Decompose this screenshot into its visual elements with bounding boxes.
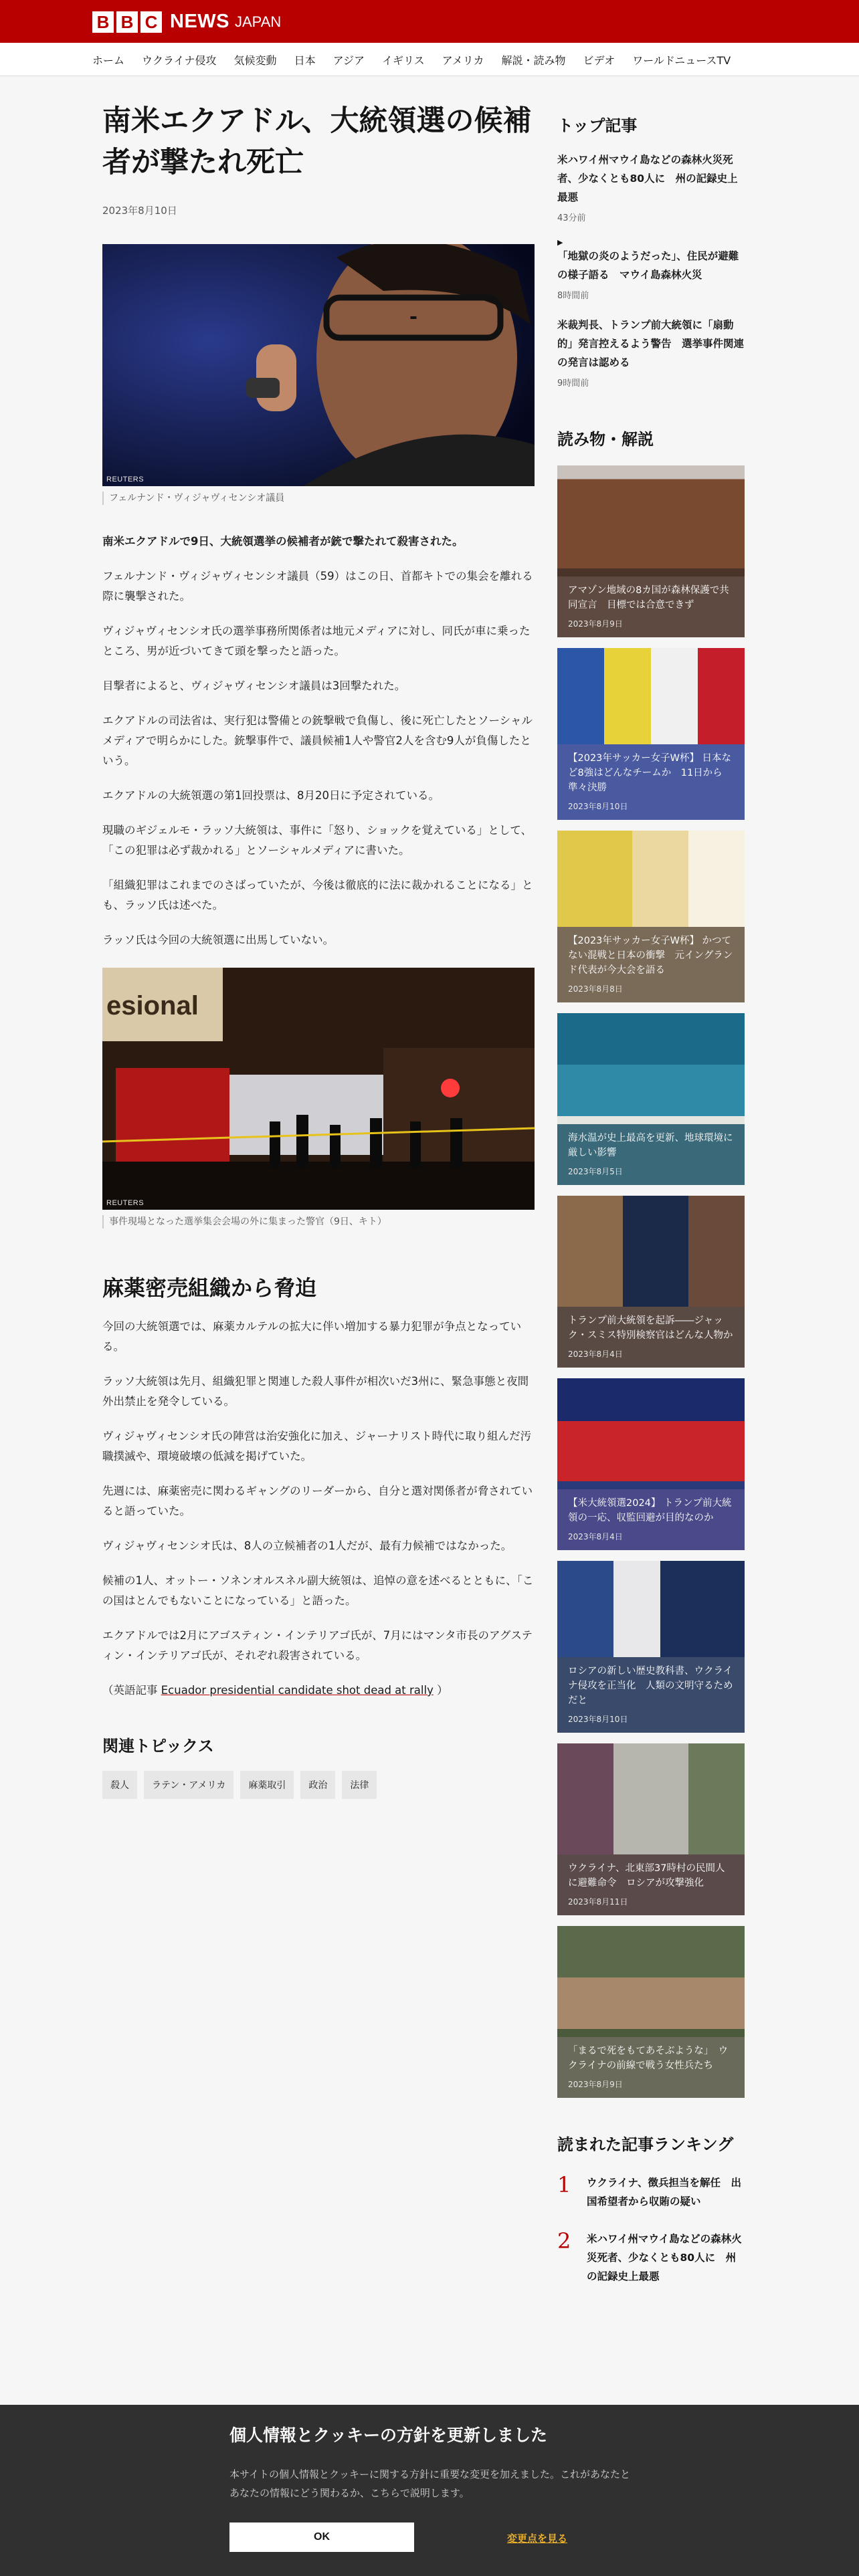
article-paragraph: エクアドルでは2月にアゴスティン・インテリアゴ氏が、7月にはマンタ市長のアグスティン・インテリアゴ氏が、それぞれ殺害されている。 — [102, 1629, 533, 1662]
sidebar — [557, 112, 745, 2286]
top-story-title: 「地獄の炎のようだった」、住民が避難の様子語る マウイ島森林火災 — [557, 250, 739, 281]
feature-card-title: 「まるで死をもてあそぶような」 ウクライナの前線で戦う女性兵たち — [568, 2046, 729, 2071]
rank-title: ウクライナ、徴兵担当を解任 出国希望者から収賄の疑い — [587, 2177, 741, 2208]
article-paragraph: ヴィジャヴィセンシオ氏の選挙事務所関係者は地元メディアに対し、同氏が車に乗ったところ、男が近づいてきて頭を撃ったと語った。 — [102, 625, 531, 657]
feature-card-date: 2023年8月5日 — [568, 1167, 623, 1176]
feature-card-title: 【2023年サッカー女子W杯】 日本など8強はどんなチームか 11日から準々決勝 — [568, 753, 732, 793]
related-topics-title: 関連トピックス — [102, 1737, 214, 1755]
hero-image — [102, 244, 535, 486]
article-paragraph: 「組織犯罪はこれまでのさばっていたが、今後は徹底的に法に裁かれることになる」とも、ラッソ氏は述べた。 — [102, 879, 533, 911]
nav-item-world-news-tv[interactable]: ワールドニュースTV — [632, 54, 731, 67]
feature-card-title: トランプ前大統領を起訴――ジャック・スミス特別検察官はどんな人物か — [568, 1315, 733, 1341]
feature-card[interactable] — [557, 831, 745, 1002]
article-date: 2023年8月10日 — [102, 205, 177, 217]
nav-item-ukraine[interactable]: ウクライナ侵攻 — [142, 54, 217, 67]
top-story-time: 9時間前 — [557, 379, 589, 389]
scene-caption: 事件現場となった選挙集会会場の外に集まった警官（9日、キト） — [102, 1215, 535, 1228]
topic-tag[interactable]: 法律 — [342, 1771, 377, 1799]
nav-item-us[interactable]: アメリカ — [442, 54, 484, 67]
nav-item-uk[interactable]: イギリス — [381, 54, 425, 67]
logo-edition: JAPAN — [235, 13, 282, 30]
article-body-b — [102, 1317, 535, 1701]
feature-card-date: 2023年8月8日 — [568, 984, 623, 994]
nav-item-climate[interactable]: 気候変動 — [233, 54, 277, 67]
feature-card-title: ウクライナ、北東部37時村の民間人に避難命令 ロシアが攻撃強化 — [568, 1863, 725, 1889]
nav-item-features[interactable]: 解説・読み物 — [501, 54, 566, 67]
article-paragraph: 目撃者によると、ヴィジャヴィセンシオ議員は3回撃たれた。 — [102, 679, 406, 692]
feature-card-title: 【2023年サッカー女子W杯】 かつてない混戦と日本の衝撃 元イングランド代表が今大会を語る — [568, 936, 733, 976]
article-subhead: 麻薬密売組織から脅迫 — [102, 1275, 317, 1301]
english-prefix: （英語記事 — [102, 1684, 158, 1697]
feature-card[interactable] — [557, 1743, 745, 1915]
english-source-line — [102, 1681, 535, 1701]
cookie-text: 本サイトの個人情報とクッキーに関する方針に重要な変更を加えました。これがあなたとあなたの情報にどう関わるか、こちらで説明します。 — [229, 2468, 630, 2499]
logo-news: NEWS — [170, 11, 229, 32]
english-suffix: ） — [437, 1684, 448, 1697]
feature-card-title: アマゾン地域の8カ国が森林保護で共同宣言 目標では合意できず — [568, 585, 729, 611]
rank-number: 1 — [557, 2172, 571, 2197]
bbc-news-japan-logo[interactable] — [92, 11, 281, 33]
top-stories-title: トップ記事 — [557, 116, 638, 135]
scene-photo-illustration — [102, 968, 535, 1210]
nav-item-home[interactable]: ホーム — [92, 54, 125, 67]
nav-item-japan[interactable]: 日本 — [294, 54, 316, 67]
article-paragraph: エクアドルの大統領選の第1回投票は、8月20日に予定されている。 — [102, 789, 440, 802]
nav-item-video[interactable]: ビデオ — [583, 54, 615, 67]
article-paragraph: 今回の大統領選では、麻薬カルテルの拡大に伴い増加する暴力犯罪が争点となっている。 — [102, 1320, 522, 1353]
svg-text:esional: esional — [106, 991, 199, 1021]
article-body-a — [102, 532, 535, 950]
top-story-item[interactable] — [557, 150, 745, 223]
related-topics — [102, 1771, 535, 1799]
article-paragraph: ヴィジャヴィセンシオ氏の陣営は治安強化に加え、ジャーナリスト時代に取り組んだ汚職撲滅や、環境破壊の低減を掲げていた。 — [102, 1430, 532, 1463]
cookie-more-link[interactable]: 変更点を見る — [507, 2533, 568, 2545]
feature-card[interactable] — [557, 1926, 745, 2098]
top-story-time: 43分前 — [557, 213, 586, 223]
feature-card-date: 2023年8月4日 — [568, 1532, 623, 1541]
top-story-item[interactable] — [557, 316, 745, 389]
article-paragraph: フェルナンド・ヴィジャヴィセンシオ議員（59）はこの日、首都キトでの集会を離れる際に襲撃された。 — [102, 570, 533, 603]
most-read-item[interactable] — [557, 2173, 745, 2211]
top-story-item[interactable] — [557, 238, 745, 301]
most-read-item[interactable] — [557, 2230, 745, 2286]
top-story-time: 8時間前 — [557, 291, 589, 301]
feature-card-date: 2023年8月10日 — [568, 1715, 628, 1724]
article-headline: 南米エクアドル、大統領選の候補者が撃たれ死亡 — [102, 104, 532, 179]
article-paragraph: ラッソ氏は今回の大統領選に出馬していない。 — [102, 934, 335, 946]
scene-image — [102, 968, 535, 1210]
top-story-title: 米裁判長、トランプ前大統領に「扇動的」発言控えるよう警告 選挙事件関連の発言は認める — [557, 319, 745, 368]
feature-card-date: 2023年8月4日 — [568, 1350, 623, 1359]
feature-card[interactable] — [557, 1196, 745, 1368]
feature-card-date: 2023年8月9日 — [568, 619, 623, 629]
feature-card-date: 2023年8月9日 — [568, 2080, 623, 2089]
logo-letter-c: C — [140, 11, 162, 33]
article-paragraph: ラッソ大統領は先月、組織犯罪と関連した殺人事件が相次いだ3州に、緊急事態と夜間外出禁止を発令している。 — [102, 1375, 529, 1408]
topic-tag[interactable]: 殺人 — [102, 1771, 137, 1799]
rank-title: 米ハワイ州マウイ島などの森林火災死者、少なくとも80人に 州の記録史上最悪 — [587, 2233, 742, 2282]
main-nav — [0, 43, 859, 76]
cookie-banner — [0, 2405, 859, 2576]
feature-card[interactable] — [557, 465, 745, 637]
feature-cards — [557, 465, 745, 2098]
topic-tag[interactable]: 政治 — [300, 1771, 335, 1799]
english-article-link[interactable]: Ecuador presidential candidate shot dead at rally — [161, 1684, 434, 1697]
article-paragraph: 先週には、麻薬密売に関わるギャングのリーダーから、自分と選対関係者が脅されていると語っていた。 — [102, 1485, 533, 1517]
feature-card[interactable] — [557, 1378, 745, 1550]
masthead — [0, 0, 859, 43]
feature-card-date: 2023年8月11日 — [568, 1897, 628, 1907]
nav-item-asia[interactable]: アジア — [332, 54, 365, 67]
topic-tag[interactable]: 麻薬取引 — [240, 1771, 294, 1799]
hero-caption: フェルナンド・ヴィジャヴィセンシオ議員 — [102, 492, 535, 505]
logo-letter-b1: B — [92, 11, 114, 33]
hero-credit: REUTERS — [106, 475, 145, 484]
feature-card-title: 【米大統領選2024】 トランプ前大統領の一応、収監回避が目的なのか — [568, 1498, 732, 1523]
most-read-title: 読まれた記事ランキング — [557, 2135, 734, 2154]
top-story-title: 米ハワイ州マウイ島などの森林火災死者、少なくとも80人に 州の記録史上最悪 — [557, 154, 738, 203]
article-lead: 南米エクアドルで9日、大統領選挙の候補者が銃で撃たれて殺害された。 — [102, 535, 464, 548]
feature-card[interactable] — [557, 1013, 745, 1185]
article — [102, 100, 535, 1799]
article-paragraph: エクアドルの司法省は、実行犯は警備との銃撃戦で負傷し、後に死亡したとソーシャルメディアで明らかにした。銃撃事件で、議員候補1人や警官2人を含む9人が負傷したという。 — [102, 714, 533, 767]
hero-photo-illustration — [102, 244, 535, 486]
article-paragraph: 現職のギジェルモ・ラッソ大統領は、事件に「怒り、ショックを覚えている」として、「この犯罪は必ず裁かれる」とソーシャルメディアに書いた。 — [102, 824, 533, 857]
scene-credit: REUTERS — [106, 1199, 145, 1207]
topic-tag[interactable]: ラテン・アメリカ — [144, 1771, 233, 1799]
features-title: 読み物・解説 — [557, 430, 654, 449]
cookie-ok-button[interactable]: OK — [229, 2523, 414, 2552]
cookie-title: 個人情報とクッキーの方針を更新しました — [229, 2426, 548, 2445]
feature-card-title: ロシアの新しい歴史教科書、ウクライナ侵攻を正当化 人類の文明守るためだと — [568, 1666, 733, 1706]
article-paragraph: 候補の1人、オットー・ソネンオルスネル副大統領は、追悼の意を述べるとともに、「この国はとんでもないことになっている」と語った。 — [102, 1574, 534, 1607]
article-paragraph: ヴィジャヴィセンシオ氏は、8人の立候補者の1人だが、最有力候補ではなかった。 — [102, 1539, 512, 1552]
feature-card-date: 2023年8月10日 — [568, 802, 628, 811]
rank-number: 2 — [557, 2228, 571, 2254]
feature-card-title: 海水温が史上最高を更新、地球環境に厳しい影響 — [568, 1133, 733, 1158]
feature-card[interactable] — [557, 1561, 745, 1733]
logo-letter-b2: B — [116, 11, 138, 33]
feature-card[interactable] — [557, 648, 745, 820]
play-icon: ▶ — [557, 238, 563, 247]
